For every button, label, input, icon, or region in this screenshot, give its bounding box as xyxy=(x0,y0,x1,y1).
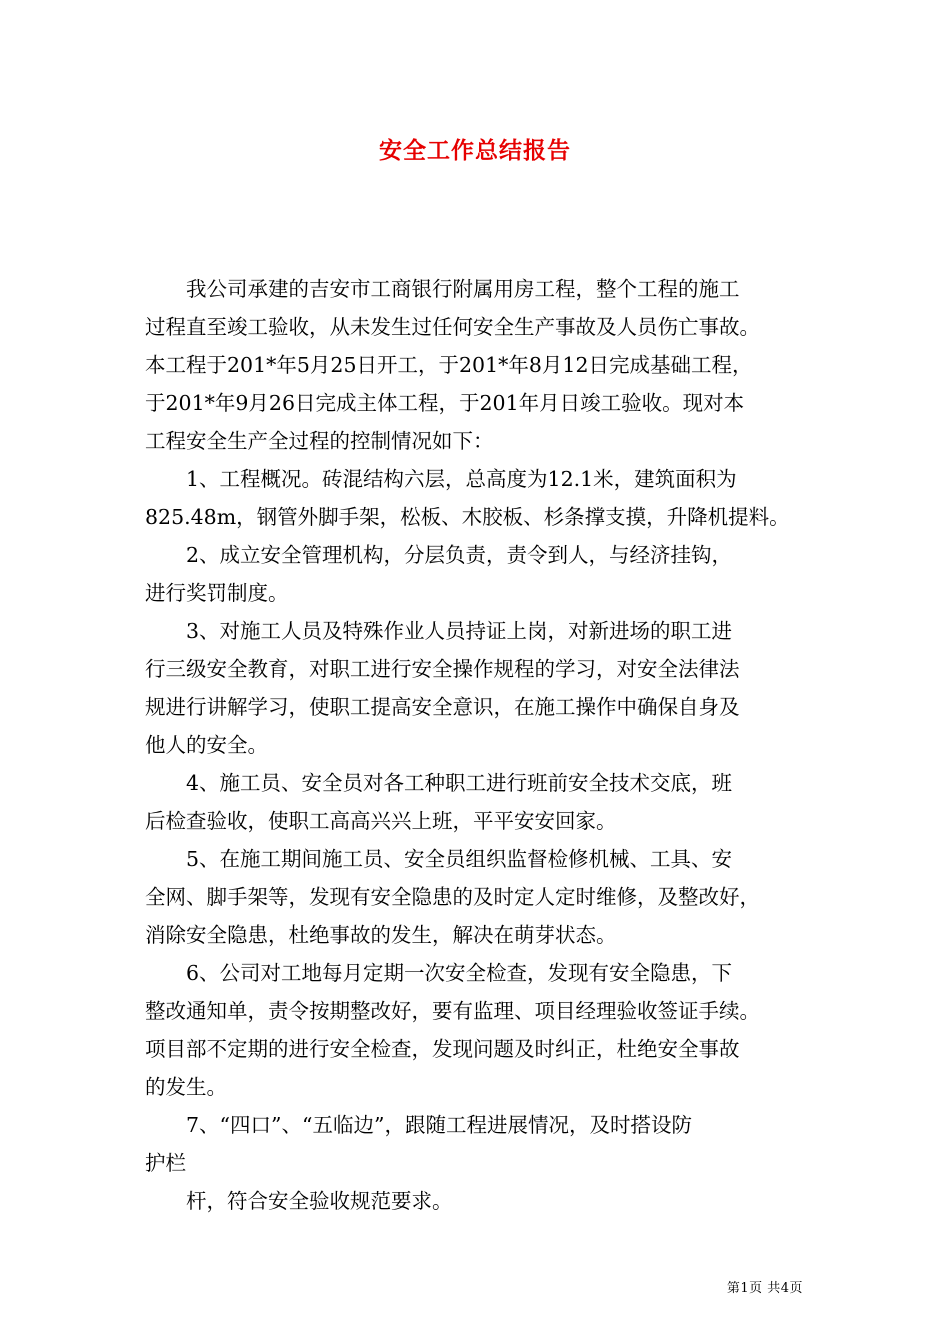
item-7-continuation xyxy=(145,1182,810,1220)
text-line: 1、工程概况。砖混结构六层，总高度为12.1米，建筑面积为 xyxy=(186,467,737,491)
item-1-paragraph xyxy=(145,460,810,536)
text-line: 3、对施工人员及特殊作业人员持证上岗，对新进场的职工进 xyxy=(186,619,733,643)
text-line: 6、公司对工地每月定期一次安全检查，发现有安全隐患，下 xyxy=(186,961,733,985)
text-line: 护栏 xyxy=(145,1151,186,1175)
text-line: 2、成立安全管理机构，分层负责，责令到人，与经济挂钩， xyxy=(186,543,733,567)
text-line: 项目部不定期的进行安全检查，发现问题及时纠正，杜绝安全事故 xyxy=(145,1037,740,1061)
text-line: 整改通知单，责令按期整改好，要有监理、项目经理验收签证手续。 xyxy=(145,999,760,1023)
text-line: 825.48m，钢管外脚手架，松板、木胶板、杉条撑支摸，升降机提料。 xyxy=(145,505,790,529)
page-title: 安全工作总结报告 xyxy=(379,137,571,164)
item-3-paragraph xyxy=(145,612,810,764)
text-line: 杆，符合安全验收规范要求。 xyxy=(186,1189,453,1213)
item-2-paragraph xyxy=(145,536,810,612)
text-line: 4、施工员、安全员对各工种职工进行班前安全技术交底，班 xyxy=(186,771,733,795)
text-line: 我公司承建的吉安市工商银行附属用房工程，整个工程的施工 xyxy=(186,277,740,301)
text-line: 的发生。 xyxy=(145,1075,227,1099)
page-number: 第1页 共4页 xyxy=(726,1281,803,1296)
document-body xyxy=(145,270,810,1220)
text-line: 于201*年9月26日完成主体工程，于201年月日竣工验收。现对本 xyxy=(145,391,745,415)
text-line: 5、在施工期间施工员、安全员组织监督检修机械、工具、安 xyxy=(186,847,733,871)
text-line: 规进行讲解学习，使职工提高安全意识，在施工操作中确保自身及 xyxy=(145,695,740,719)
item-6-paragraph xyxy=(145,954,810,1106)
text-line: 过程直至竣工验收，从未发生过任何安全生产事故及人员伤亡事故。 xyxy=(145,315,760,339)
intro-paragraph xyxy=(145,270,810,460)
text-line: 行三级安全教育，对职工进行安全操作规程的学习，对安全法律法 xyxy=(145,657,740,681)
item-7-paragraph xyxy=(145,1106,810,1182)
text-line: 进行奖罚制度。 xyxy=(145,581,289,605)
text-line: 后检查验收，使职工高高兴兴上班，平平安安回家。 xyxy=(145,809,617,833)
item-5-paragraph xyxy=(145,840,810,954)
text-line: 消除安全隐患，杜绝事故的发生，解决在萌芽状态。 xyxy=(145,923,617,947)
text-line: 工程安全生产全过程的控制情况如下： xyxy=(145,429,494,453)
text-line: 他人的安全。 xyxy=(145,733,268,757)
text-line: 本工程于201*年5月25日开工，于201*年8月12日完成基础工程， xyxy=(145,353,753,377)
text-line: 7、“四口”、“五临边”，跟随工程进展情况，及时搭设防 xyxy=(186,1113,692,1137)
item-4-paragraph xyxy=(145,764,810,840)
text-line: 全网、脚手架等，发现有安全隐患的及时定人定时维修，及整改好， xyxy=(145,885,760,909)
